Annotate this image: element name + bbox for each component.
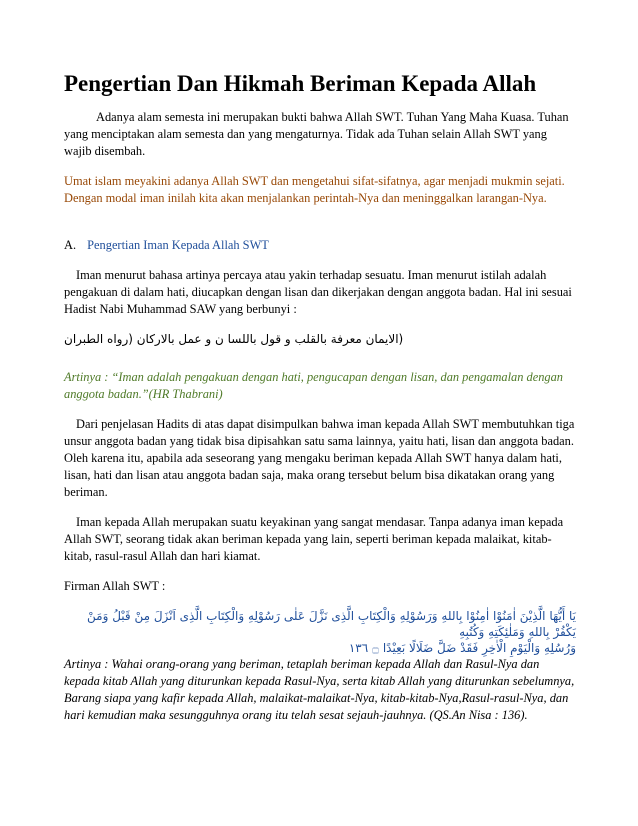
foundation-paragraph: Iman kepada Allah merupakan suatu keyakinan yang sangat mendasar. Tanpa adanya iman kepada Allah SWT, seorang tidak akan beriman kepada yang lain, seperti beriman kepada malaikat, kitab-kitab, rasul-rasul Allah dan hari kiamat. [64,515,564,563]
hadith-arabic: (الايمان معرفة بالقلب و قول باللسا ن و عمل بالاركان (رواه الطبران [64,332,404,346]
section-a-heading [64,237,576,254]
intro-paragraph: Adanya alam semesta ini merupakan bukti bahwa Allah SWT. Tuhan Yang Maha Kuasa. Tuhan yang menciptakan alam semesta dan yang mengaturnya. Tidak ada Tuhan selain Allah SWT yang wajib disembah. [64,110,569,158]
intro-paragraph-brown: Umat islam meyakini adanya Allah SWT dan mengetahui sifat-sifatnya, agar menjadi mukmin sejati. Dengan modal iman inilah kita akan menjalankan perintah-Nya dan meninggalkan larangan-Nya. [64,174,565,205]
page-title: Pengertian Dan Hikmah Beriman Kepada Allah [64,71,537,96]
firman-label: Firman Allah SWT : [64,579,166,593]
verse-arabic-line-2: وَرُسُلِهِ وَالْيَوْمِ الْاٰخِرِ فَقَدْ ضَلَّ ضَلَالًا بَعِيْدًا ۝ ١٣٦ [348,641,576,655]
section-marker: A. [64,238,77,252]
section-title: Pengertian Iman Kepada Allah SWT [87,238,269,252]
verse-arabic-line-1: يَا أَيُّهَا الَّذِيْنَ اٰمَنُوْا اٰمِنُوْا بِاللهِ وَرَسُوْلِهِ وَالْكِتَابِ الَّذِى نَزَّلَ عَلٰى رَسُوْلِهِ وَالْكِتَابِ الَّذِى اَنْزَلَ مِنْ قَبْلُ وَمَنْ يَكْفُرْ بِاللهِ وَمَلٰئِكَتِهِ وَكُتُبِهِ [87,609,576,639]
verse-translation: Artinya : Wahai orang-orang yang beriman, tetaplah beriman kepada Allah dan Rasul-Nya dan kepada kitab Allah yang diturunkan kepada Rasul-Nya, serta kitab Allah yang diturunkan sebelumnya, Barang siapa yang kafir kepada Allah, malaikat-malaikat-Nya, kitab-kitab-Nya,Rasul-rasul-Nya, dan hari kemudian maka sesungguhnya orang itu telah sesat sejauh-jauhnya. (QS.An Nisa : 136). [64,657,575,722]
hadith-translation: Artinya : “Iman adalah pengakuan dengan hati, pengucapan dengan lisan, dan pengamalan dengan anggota badan.”(HR Thabrani) [64,370,564,401]
iman-definition-paragraph: Iman menurut bahasa artinya percaya atau yakin terhadap sesuatu. Iman menurut istilah adalah pengakuan di dalam hati, diucapkan dengan lisan dan dikerjakan dengan anggota badan. Hal ini sesuai Hadist Nabi Muhammad SAW yang berbunyi : [64,268,572,316]
explanation-paragraph: Dari penjelasan Hadits di atas dapat disimpulkan bahwa iman kepada Allah SWT membutuhkan tiga unsur anggota badan yang tidak bisa dipisahkan satu sama lainnya, yaitu hati, lisan dan anggota badan. Oleh karena itu, apabila ada seseorang yang mengaku beriman kepada Allah SWT hanya dalam hati, lisan, hati dan lisan atau anggota badan saja, maka orang tersebut belum bisa dikatakan orang yang beriman. [64,417,575,499]
